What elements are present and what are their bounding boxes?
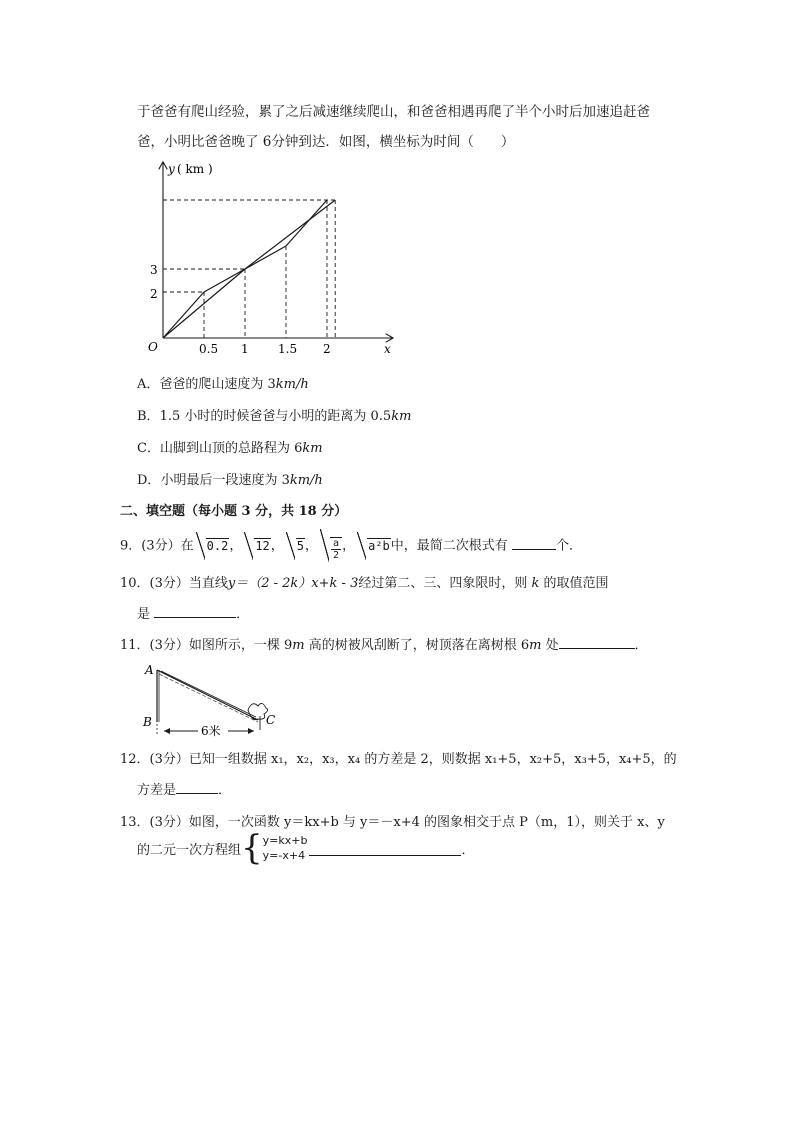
q10-equation: y＝（2 - 2k）x+k - 3 [227, 576, 359, 591]
series-1-segment-1 [245, 200, 335, 269]
sqrt-0.2: 0.2 [196, 534, 230, 559]
q12-answer-blank[interactable] [176, 779, 218, 794]
q12-line2: 方差是 [137, 783, 177, 798]
system-brace: { [241, 828, 263, 868]
question-9: 9．(3分）在 0.2， 12， 5， $\frac{a}{2}$ ， a²b中，最简二次根式有 个． [120, 531, 582, 561]
q10-text-a: 10．(3分）当直线 [120, 576, 228, 591]
intro-line-2: 爸，小明比爸爸晚了 6分钟到达．如图，横坐标为时间（ ） [137, 134, 515, 150]
tree-foliage [248, 703, 268, 719]
option-c-letter: C． [137, 441, 160, 456]
option-b-text: 1.5 小时的时候爸爸与小明的距离为 0.5 [159, 409, 392, 424]
q13-end: ． [461, 842, 475, 858]
q10-line2: 是 [137, 607, 151, 622]
q13-eq2: y=-x+4 [262, 849, 306, 862]
y-tick-2: 2 [150, 287, 158, 301]
q9-number: 9．(3分）在 [120, 538, 194, 554]
q13-answer-blank[interactable] [309, 841, 461, 856]
option-b-unit: km [391, 409, 412, 424]
x-tick-0.5: 0.5 [199, 342, 219, 356]
sqrt-a2b: a²b [357, 534, 391, 559]
question-13 [120, 811, 665, 830]
option-a-unit: km/h [275, 377, 309, 392]
q11-m2: m [529, 638, 542, 653]
option-c-text: 山脚到山顶的总路程为 6 [159, 441, 303, 456]
q11-m1: m [292, 638, 305, 653]
option-d-text: 小明最后一段速度为 3 [160, 473, 290, 488]
sqrt-5: 5 [286, 534, 305, 559]
x-tick-2: 2 [323, 342, 331, 356]
option-d-letter: D． [137, 473, 161, 488]
equation-system [263, 833, 308, 863]
question-10-line-2: 是 ． [137, 603, 249, 622]
broken-top [157, 670, 258, 720]
q9-tail: 中，最简二次根式有 [390, 538, 508, 554]
question-12 [120, 748, 677, 767]
q11-text-b: 高的树被风刮断了，树顶落在离树根 6 [304, 638, 530, 653]
option-b-letter: B． [137, 409, 160, 424]
question-13-line-2 [137, 828, 475, 868]
distance-time-graph [130, 155, 410, 360]
q10-k: k [531, 576, 540, 591]
option-d-unit: km/h [289, 473, 323, 488]
option-c-unit: km [302, 441, 323, 456]
sqrt-a-over-2: $\frac{a}{2}$ [320, 531, 342, 561]
q10-text-c: 的取值范围 [543, 576, 609, 591]
q9-end: 个． [555, 538, 582, 554]
distance-label: 6米 [201, 724, 221, 738]
origin-label: O [148, 340, 158, 354]
intro-line-1: 于爸爸有爬山经验，累了之后减速继续爬山，和爸爸相遇再爬了半个小时后加速追赶爸 [137, 104, 650, 120]
x-tick-1.5: 1.5 [278, 342, 298, 356]
option-d[interactable] [137, 469, 323, 488]
y-tick-3: 3 [150, 263, 158, 277]
q11-answer-blank[interactable] [559, 634, 635, 649]
option-b[interactable] [137, 405, 411, 424]
series-0-segment-1 [204, 269, 245, 292]
y-axis-unit: ( km ) [177, 162, 213, 176]
q12-end: ． [218, 783, 232, 798]
q13-eq1: y=kx+b [262, 834, 308, 847]
q12-line1: 12．(3分）已知一组数据 x₁，x₂，x₃，x₄ 的方差是 2，则数据 x₁+5，x₂+5，x₃+5，x₄+5，的 [120, 752, 677, 767]
q13-line1: 13．(3分）如图，一次函数 y＝kx+b 与 y＝－x+4 的图象相交于点 P（m，1），则关于 x、y [120, 815, 665, 830]
series-0-segment-3 [286, 200, 327, 246]
q13-line2: 的二元一次方程组 [137, 842, 242, 858]
question-11 [120, 634, 648, 653]
point-a: A [145, 663, 154, 677]
q9-answer-blank[interactable] [512, 535, 556, 550]
q10-answer-blank[interactable] [154, 603, 236, 618]
q11-end: ． [634, 638, 648, 653]
question-12-line-2 [137, 779, 231, 798]
q11-text-a: 11．(3分）如图所示，一棵 9 [120, 638, 293, 653]
x-tick-1: 1 [241, 342, 249, 356]
q11-text-c: 处 [541, 638, 559, 653]
point-b: B [143, 715, 152, 729]
option-c[interactable] [137, 437, 323, 456]
y-axis-label: y [168, 162, 175, 176]
x-axis-label: x [384, 342, 391, 356]
option-a-letter: A． [137, 377, 160, 392]
question-10 [120, 572, 609, 591]
sqrt-12: 12 [244, 534, 270, 559]
q10-text-b: 经过第二、三、四象限时，则 [358, 576, 528, 591]
option-a[interactable] [137, 373, 309, 392]
series-0-segment-2 [245, 246, 286, 269]
option-a-text: 爸爸的爬山速度为 3 [159, 377, 276, 392]
broken-tree-figure [140, 660, 285, 740]
series-0-segment-0 [163, 292, 204, 338]
section-2-title: 二、填空题（每小题 3 分，共 18 分） [120, 504, 348, 519]
point-c: C [266, 713, 276, 727]
